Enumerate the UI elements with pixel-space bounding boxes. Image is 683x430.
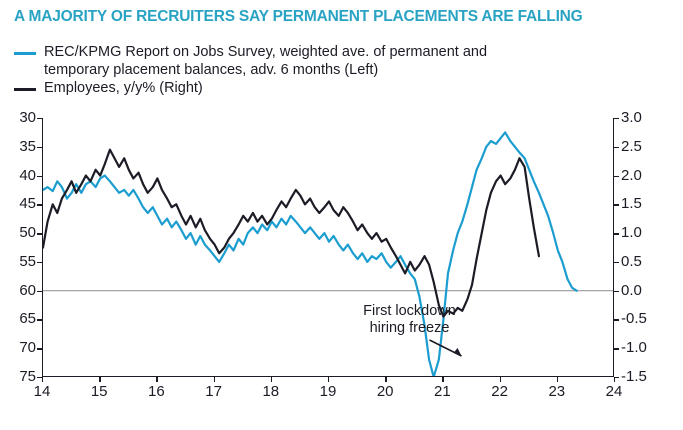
x-axis-tick bbox=[557, 377, 558, 382]
y-axis-left-tick bbox=[37, 319, 42, 320]
legend-line-swatch-blue bbox=[14, 44, 36, 61]
series-line-rec-kpmg bbox=[43, 132, 577, 376]
y-axis-left-tick-label: 75 bbox=[19, 368, 36, 385]
y-axis-right-tick bbox=[614, 233, 619, 234]
plot-area bbox=[42, 118, 614, 377]
x-axis-tick-label: 18 bbox=[262, 383, 280, 400]
y-axis-left-tick bbox=[37, 291, 42, 292]
y-axis-right-tick bbox=[614, 147, 619, 148]
y-axis-right-tick-label: -1.0 bbox=[621, 339, 647, 357]
annotation-line2: hiring freeze bbox=[369, 320, 450, 336]
y-axis-left-tick-label: 35 bbox=[19, 137, 36, 155]
series-svg bbox=[43, 118, 613, 376]
x-axis-tick-label: 20 bbox=[376, 383, 394, 400]
y-axis-left-tick bbox=[37, 118, 42, 119]
y-axis-right-tick-label: 0.0 bbox=[621, 281, 642, 299]
x-axis-tick bbox=[328, 377, 329, 382]
y-axis-right-tick-label: 1.5 bbox=[621, 195, 642, 213]
x-axis-tick bbox=[214, 377, 215, 382]
legend-line-swatch-black bbox=[14, 80, 36, 97]
y-axis-left-tick bbox=[37, 204, 42, 205]
x-axis-tick-label: 21 bbox=[434, 383, 451, 400]
x-axis-tick-label: 16 bbox=[148, 383, 165, 400]
y-axis-right-tick-label: -0.5 bbox=[621, 310, 647, 328]
x-axis-tick bbox=[42, 377, 43, 382]
legend-label-rec-kpmg-line1: REC/KPMG Report on Jobs Survey, weighted ave. of permanent and bbox=[44, 44, 488, 60]
y-axis-left-tick bbox=[37, 262, 42, 263]
x-axis-tick bbox=[500, 377, 501, 382]
y-axis-right-tick bbox=[614, 262, 619, 263]
legend-label-employees: Employees, y/y% (Right) bbox=[44, 80, 203, 96]
annotation-line1: First lockdown bbox=[363, 303, 456, 319]
chart-title: A MAJORITY OF RECRUITERS SAY PERMANENT PLACEMENTS ARE FALLING bbox=[14, 8, 583, 25]
x-axis-tick-label: 23 bbox=[548, 383, 566, 400]
x-axis-tick-label: 24 bbox=[605, 383, 623, 400]
y-axis-right-tick-label: -1.5 bbox=[621, 368, 647, 385]
y-axis-right-tick bbox=[614, 118, 619, 119]
plot-inner bbox=[43, 118, 613, 376]
x-axis-tick bbox=[156, 377, 157, 382]
y-axis-left-tick-label: 60 bbox=[19, 281, 36, 299]
y-axis-left-tick bbox=[37, 348, 42, 349]
x-axis-tick bbox=[614, 377, 615, 382]
x-axis-tick-label: 15 bbox=[90, 383, 108, 400]
y-axis-right-tick bbox=[614, 348, 619, 349]
y-axis-right-tick bbox=[614, 319, 619, 320]
x-axis-tick bbox=[271, 377, 272, 382]
legend-label-rec-kpmg bbox=[44, 44, 487, 79]
y-axis-left-tick-label: 30 bbox=[19, 109, 36, 126]
y-axis-right-tick-label: 2.0 bbox=[621, 166, 642, 184]
y-axis-left-tick bbox=[37, 147, 42, 148]
y-axis-left-tick bbox=[37, 233, 42, 234]
y-axis-right-tick-label: 2.5 bbox=[621, 137, 642, 155]
y-axis-right-tick-label: 1.0 bbox=[621, 224, 642, 242]
y-axis-left-tick-label: 40 bbox=[19, 166, 36, 184]
chart-legend bbox=[14, 44, 664, 99]
x-axis-tick bbox=[442, 377, 443, 382]
x-axis-tick-label: 14 bbox=[33, 383, 51, 400]
y-axis-right-tick bbox=[614, 291, 619, 292]
y-axis-left-tick-label: 70 bbox=[19, 339, 36, 357]
legend-label-rec-kpmg-line2: temporary placement balances, adv. 6 months (Left) bbox=[44, 61, 379, 78]
y-axis-right-tick bbox=[614, 204, 619, 205]
y-axis-right-tick-label: 3.0 bbox=[621, 109, 642, 126]
first-lockdown-annotation bbox=[330, 303, 490, 337]
x-axis-tick bbox=[385, 377, 386, 382]
y-axis-left-tick-label: 45 bbox=[19, 195, 36, 213]
legend-item-employees bbox=[14, 80, 664, 98]
y-axis-left-tick bbox=[37, 176, 42, 177]
x-axis-tick-label: 22 bbox=[491, 383, 508, 400]
legend-item-rec-kpmg bbox=[14, 44, 664, 79]
x-axis-tick bbox=[99, 377, 100, 382]
y-axis-left-tick-label: 55 bbox=[19, 252, 36, 270]
x-axis-tick-label: 19 bbox=[319, 383, 337, 400]
y-axis-right-tick bbox=[614, 176, 619, 177]
y-axis-right-tick-label: 0.5 bbox=[621, 252, 642, 270]
y-axis-left-tick-label: 50 bbox=[19, 224, 36, 242]
x-axis-tick-label: 17 bbox=[205, 383, 222, 400]
series-line-employees bbox=[43, 150, 539, 317]
y-axis-left-tick-label: 65 bbox=[19, 310, 36, 328]
